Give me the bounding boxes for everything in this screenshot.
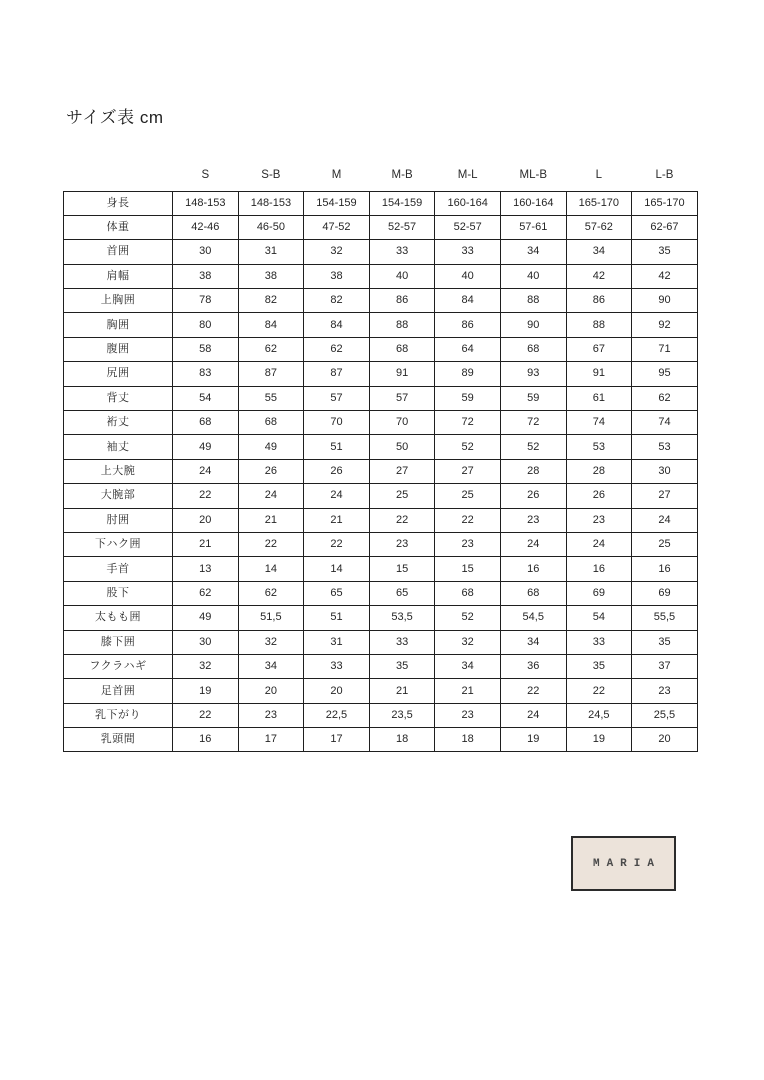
size-value-cell: 51 — [304, 435, 370, 459]
row-label: 股下 — [64, 581, 173, 605]
size-value-cell: 25 — [435, 484, 501, 508]
size-value-cell: 87 — [238, 362, 304, 386]
size-value-cell: 54 — [566, 606, 632, 630]
size-value-cell: 22 — [173, 703, 239, 727]
size-value-cell: 15 — [435, 557, 501, 581]
size-value-cell: 19 — [500, 728, 566, 752]
size-value-cell: 69 — [566, 581, 632, 605]
size-value-cell: 24,5 — [566, 703, 632, 727]
brand-logo-text: MARIA — [592, 857, 661, 870]
table-row — [64, 435, 698, 459]
size-value-cell: 13 — [173, 557, 239, 581]
size-value-cell: 20 — [173, 508, 239, 532]
row-label: 身長 — [64, 191, 173, 215]
size-value-cell: 53,5 — [369, 606, 435, 630]
size-value-cell: 21 — [369, 679, 435, 703]
size-value-cell: 30 — [173, 630, 239, 654]
size-value-cell: 22 — [304, 532, 370, 556]
row-label: 尻囲 — [64, 362, 173, 386]
size-value-cell: 26 — [304, 459, 370, 483]
size-value-cell: 72 — [435, 411, 501, 435]
size-value-cell: 53 — [632, 435, 698, 459]
size-value-cell: 23 — [435, 532, 501, 556]
size-table-header — [64, 163, 698, 191]
size-value-cell: 23 — [435, 703, 501, 727]
column-header-l: L — [595, 168, 603, 181]
size-value-cell: 68 — [500, 581, 566, 605]
size-value-cell: 154-159 — [369, 191, 435, 215]
size-value-cell: 34 — [566, 240, 632, 264]
table-row — [64, 386, 698, 410]
size-value-cell: 33 — [369, 240, 435, 264]
row-label: 肩幅 — [64, 264, 173, 288]
size-value-cell: 52 — [500, 435, 566, 459]
size-value-cell: 61 — [566, 386, 632, 410]
table-row — [64, 557, 698, 581]
row-label: 裄丈 — [64, 411, 173, 435]
table-row — [64, 459, 698, 483]
table-row — [64, 484, 698, 508]
size-value-cell: 26 — [238, 459, 304, 483]
size-value-cell: 65 — [304, 581, 370, 605]
size-value-cell: 148-153 — [238, 191, 304, 215]
size-value-cell: 54,5 — [500, 606, 566, 630]
size-value-cell: 42-46 — [173, 215, 239, 239]
size-value-cell: 23 — [632, 679, 698, 703]
table-row — [64, 313, 698, 337]
size-value-cell: 59 — [435, 386, 501, 410]
size-value-cell: 52 — [435, 435, 501, 459]
size-value-cell: 86 — [369, 289, 435, 313]
table-row — [64, 337, 698, 361]
size-value-cell: 68 — [238, 411, 304, 435]
size-value-cell: 32 — [173, 654, 239, 678]
size-value-cell: 32 — [304, 240, 370, 264]
size-value-cell: 22 — [566, 679, 632, 703]
size-value-cell: 20 — [632, 728, 698, 752]
size-value-cell: 57-61 — [500, 215, 566, 239]
size-value-cell: 74 — [566, 411, 632, 435]
size-value-cell: 49 — [173, 435, 239, 459]
size-value-cell: 80 — [173, 313, 239, 337]
row-label: 下ハク囲 — [64, 532, 173, 556]
size-value-cell: 22 — [369, 508, 435, 532]
size-value-cell: 49 — [173, 606, 239, 630]
size-value-cell: 31 — [304, 630, 370, 654]
row-label: 肘囲 — [64, 508, 173, 532]
table-row — [64, 215, 698, 239]
size-value-cell: 34 — [500, 240, 566, 264]
size-value-cell: 62 — [238, 581, 304, 605]
size-value-cell: 92 — [632, 313, 698, 337]
size-value-cell: 160-164 — [435, 191, 501, 215]
size-value-cell: 50 — [369, 435, 435, 459]
size-value-cell: 21 — [435, 679, 501, 703]
table-row — [64, 240, 698, 264]
size-value-cell: 27 — [632, 484, 698, 508]
size-value-cell: 55 — [238, 386, 304, 410]
size-value-cell: 24 — [173, 459, 239, 483]
size-value-cell: 25,5 — [632, 703, 698, 727]
size-value-cell: 42 — [632, 264, 698, 288]
size-value-cell: 18 — [369, 728, 435, 752]
size-value-cell: 18 — [435, 728, 501, 752]
size-value-cell: 14 — [238, 557, 304, 581]
size-value-cell: 36 — [500, 654, 566, 678]
size-value-cell: 19 — [173, 679, 239, 703]
size-value-cell: 90 — [632, 289, 698, 313]
size-value-cell: 25 — [632, 532, 698, 556]
size-value-cell: 38 — [173, 264, 239, 288]
size-value-cell: 72 — [500, 411, 566, 435]
size-value-cell: 17 — [238, 728, 304, 752]
column-header-m-b: M-B — [391, 168, 413, 181]
size-value-cell: 91 — [369, 362, 435, 386]
row-label: 腹囲 — [64, 337, 173, 361]
size-value-cell: 165-170 — [566, 191, 632, 215]
size-value-cell: 21 — [238, 508, 304, 532]
header-row — [64, 163, 698, 191]
size-value-cell: 160-164 — [500, 191, 566, 215]
size-value-cell: 34 — [500, 630, 566, 654]
size-value-cell: 71 — [632, 337, 698, 361]
size-value-cell: 23 — [566, 508, 632, 532]
size-value-cell: 22 — [173, 484, 239, 508]
size-value-cell: 17 — [304, 728, 370, 752]
size-value-cell: 35 — [369, 654, 435, 678]
size-value-cell: 69 — [632, 581, 698, 605]
table-row — [64, 606, 698, 630]
table-row — [64, 654, 698, 678]
size-value-cell: 86 — [566, 289, 632, 313]
size-value-cell: 83 — [173, 362, 239, 386]
size-value-cell: 165-170 — [632, 191, 698, 215]
table-row — [64, 191, 698, 215]
size-value-cell: 15 — [369, 557, 435, 581]
table-row — [64, 411, 698, 435]
table-row — [64, 264, 698, 288]
size-value-cell: 86 — [435, 313, 501, 337]
size-value-cell: 51 — [304, 606, 370, 630]
size-value-cell: 22 — [500, 679, 566, 703]
size-value-cell: 68 — [173, 411, 239, 435]
size-value-cell: 87 — [304, 362, 370, 386]
size-value-cell: 70 — [304, 411, 370, 435]
size-value-cell: 148-153 — [173, 191, 239, 215]
column-header-l-b: L-B — [655, 168, 674, 181]
size-table-body — [64, 191, 698, 752]
size-value-cell: 24 — [238, 484, 304, 508]
column-header-s: S — [201, 168, 210, 181]
size-table — [63, 163, 698, 752]
size-value-cell: 38 — [304, 264, 370, 288]
row-label: 袖丈 — [64, 435, 173, 459]
size-value-cell: 78 — [173, 289, 239, 313]
size-value-cell: 16 — [500, 557, 566, 581]
size-value-cell: 82 — [304, 289, 370, 313]
size-value-cell: 40 — [369, 264, 435, 288]
row-label: 乳頭間 — [64, 728, 173, 752]
size-value-cell: 57 — [304, 386, 370, 410]
size-value-cell: 35 — [566, 654, 632, 678]
size-value-cell: 22,5 — [304, 703, 370, 727]
size-value-cell: 33 — [369, 630, 435, 654]
row-label: 膝下囲 — [64, 630, 173, 654]
size-value-cell: 24 — [566, 532, 632, 556]
row-label: 背丈 — [64, 386, 173, 410]
size-value-cell: 47-52 — [304, 215, 370, 239]
row-label: 体重 — [64, 215, 173, 239]
size-value-cell: 62 — [304, 337, 370, 361]
table-row — [64, 362, 698, 386]
size-value-cell: 35 — [632, 240, 698, 264]
size-value-cell: 16 — [632, 557, 698, 581]
size-value-cell: 88 — [566, 313, 632, 337]
size-value-cell: 70 — [369, 411, 435, 435]
table-row — [64, 581, 698, 605]
size-value-cell: 22 — [435, 508, 501, 532]
size-value-cell: 52-57 — [369, 215, 435, 239]
size-value-cell: 62 — [238, 337, 304, 361]
size-value-cell: 62-67 — [632, 215, 698, 239]
row-label: 上大腕 — [64, 459, 173, 483]
size-value-cell: 64 — [435, 337, 501, 361]
size-value-cell: 28 — [566, 459, 632, 483]
size-value-cell: 16 — [173, 728, 239, 752]
row-label: 乳下がり — [64, 703, 173, 727]
size-value-cell: 35 — [632, 630, 698, 654]
page-title: サイズ表 cm — [66, 108, 164, 127]
size-value-cell: 22 — [238, 532, 304, 556]
size-value-cell: 57-62 — [566, 215, 632, 239]
table-row — [64, 630, 698, 654]
column-header-s-b: S-B — [261, 168, 281, 181]
size-value-cell: 24 — [304, 484, 370, 508]
size-value-cell: 34 — [238, 654, 304, 678]
column-header-m-l: M-L — [457, 168, 478, 181]
size-value-cell: 84 — [304, 313, 370, 337]
table-row — [64, 728, 698, 752]
size-value-cell: 52-57 — [435, 215, 501, 239]
size-value-cell: 23 — [500, 508, 566, 532]
size-value-cell: 30 — [632, 459, 698, 483]
size-value-cell: 26 — [500, 484, 566, 508]
size-value-cell: 49 — [238, 435, 304, 459]
size-value-cell: 68 — [435, 581, 501, 605]
table-row — [64, 703, 698, 727]
size-value-cell: 32 — [238, 630, 304, 654]
size-value-cell: 33 — [304, 654, 370, 678]
size-value-cell: 88 — [369, 313, 435, 337]
size-value-cell: 21 — [173, 532, 239, 556]
size-value-cell: 67 — [566, 337, 632, 361]
size-value-cell: 58 — [173, 337, 239, 361]
size-value-cell: 21 — [304, 508, 370, 532]
size-value-cell: 20 — [304, 679, 370, 703]
size-value-cell: 23 — [238, 703, 304, 727]
size-value-cell: 30 — [173, 240, 239, 264]
size-value-cell: 27 — [435, 459, 501, 483]
size-value-cell: 62 — [632, 386, 698, 410]
size-value-cell: 59 — [500, 386, 566, 410]
size-value-cell: 23 — [369, 532, 435, 556]
size-value-cell: 55,5 — [632, 606, 698, 630]
size-value-cell: 32 — [435, 630, 501, 654]
size-value-cell: 31 — [238, 240, 304, 264]
size-value-cell: 14 — [304, 557, 370, 581]
size-value-cell: 46-50 — [238, 215, 304, 239]
column-header-m: M — [331, 168, 342, 181]
size-value-cell: 68 — [369, 337, 435, 361]
row-label: フクラハギ — [64, 654, 173, 678]
size-value-cell: 24 — [632, 508, 698, 532]
size-value-cell: 23,5 — [369, 703, 435, 727]
size-value-cell: 40 — [500, 264, 566, 288]
size-value-cell: 19 — [566, 728, 632, 752]
table-row — [64, 289, 698, 313]
row-label: 首囲 — [64, 240, 173, 264]
size-value-cell: 42 — [566, 264, 632, 288]
size-value-cell: 27 — [369, 459, 435, 483]
row-label: 大腕部 — [64, 484, 173, 508]
size-value-cell: 65 — [369, 581, 435, 605]
size-value-cell: 91 — [566, 362, 632, 386]
size-value-cell: 16 — [566, 557, 632, 581]
size-value-cell: 93 — [500, 362, 566, 386]
row-label: 太もも囲 — [64, 606, 173, 630]
size-value-cell: 68 — [500, 337, 566, 361]
row-label: 手首 — [64, 557, 173, 581]
row-label: 上胸囲 — [64, 289, 173, 313]
size-value-cell: 54 — [173, 386, 239, 410]
size-value-cell: 95 — [632, 362, 698, 386]
size-value-cell: 25 — [369, 484, 435, 508]
size-value-cell: 20 — [238, 679, 304, 703]
table-row — [64, 532, 698, 556]
size-value-cell: 154-159 — [304, 191, 370, 215]
size-value-cell: 38 — [238, 264, 304, 288]
brand-logo-box — [571, 836, 676, 891]
size-value-cell: 89 — [435, 362, 501, 386]
table-row — [64, 679, 698, 703]
size-value-cell: 62 — [173, 581, 239, 605]
size-value-cell: 40 — [435, 264, 501, 288]
size-value-cell: 74 — [632, 411, 698, 435]
size-value-cell: 37 — [632, 654, 698, 678]
row-label: 胸囲 — [64, 313, 173, 337]
size-value-cell: 84 — [238, 313, 304, 337]
header-corner-cell — [64, 163, 173, 191]
size-value-cell: 26 — [566, 484, 632, 508]
size-value-cell: 82 — [238, 289, 304, 313]
size-value-cell: 90 — [500, 313, 566, 337]
row-label: 足首囲 — [64, 679, 173, 703]
size-value-cell: 51,5 — [238, 606, 304, 630]
size-value-cell: 88 — [500, 289, 566, 313]
size-value-cell: 24 — [500, 703, 566, 727]
size-value-cell: 33 — [435, 240, 501, 264]
size-value-cell: 52 — [435, 606, 501, 630]
table-row — [64, 508, 698, 532]
size-value-cell: 53 — [566, 435, 632, 459]
size-value-cell: 84 — [435, 289, 501, 313]
column-header-ml-b: ML-B — [519, 168, 547, 181]
size-value-cell: 33 — [566, 630, 632, 654]
size-value-cell: 28 — [500, 459, 566, 483]
size-value-cell: 24 — [500, 532, 566, 556]
size-value-cell: 34 — [435, 654, 501, 678]
size-value-cell: 57 — [369, 386, 435, 410]
